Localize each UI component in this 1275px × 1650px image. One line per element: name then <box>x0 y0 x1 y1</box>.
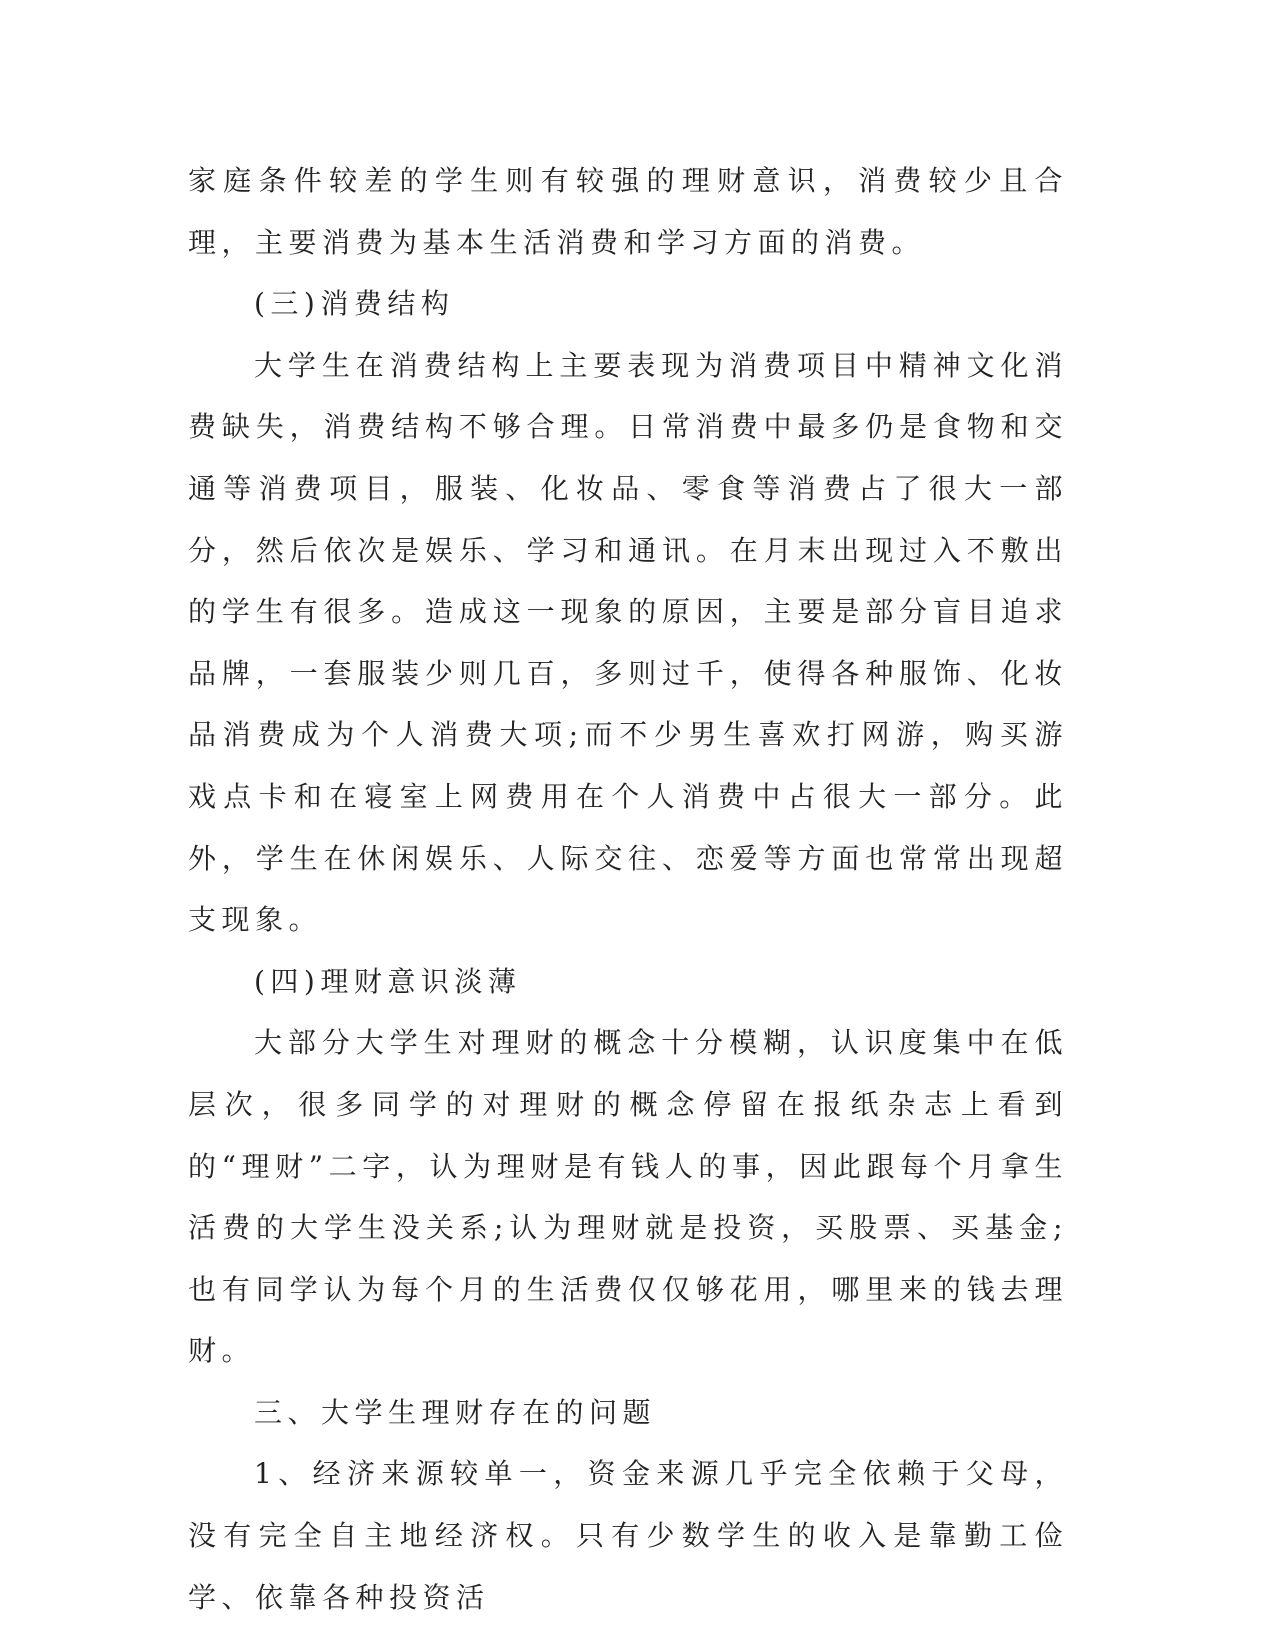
body-paragraph: 家庭条件较差的学生则有较强的理财意识，消费较少且合理，主要消费为基本生活消费和学习方面的消费。 <box>188 164 1068 259</box>
body-paragraph: 大学生在消费结构上主要表现为消费项目中精神文化消费缺失，消费结构不够合理。日常消费中最多仍是食物和交通等消费项目，服装、化妆品、零食等消费占了很大一部分，然后依次是娱乐、学习和通讯。在月末出现过入不敷出的学生有很多。造成这一现象的原因，主要是部分盲目追求品牌，一套服装少则几百，多则过千，使得各种服饰、化妆品消费成为个人消费大项;而不少男生喜欢打网游，购买游戏点卡和在寝室上网费用在个人消费中占很大一部分。此外，学生在休闲娱乐、人际交往、恋爱等方面也常常出现超支现象。 <box>188 348 1068 937</box>
section-heading: 三、大学生理财存在的问题 <box>254 1395 657 1429</box>
document-body <box>188 150 1068 1628</box>
section-heading: (四)理财意识淡薄 <box>254 964 522 998</box>
body-paragraph: 大部分大学生对理财的概念十分模糊，认识度集中在低层次，很多同学的对理财的概念停留在报纸杂志上看到的“理财”二字，认为理财是有钱人的事，因此跟每个月拿生活费的大学生没关系;认为理财就是投资，买股票、买基金;也有同学认为每个月的生活费仅仅够花用，哪里来的钱去理财。 <box>188 1026 1068 1368</box>
section-heading: (三)消费结构 <box>254 287 455 321</box>
body-paragraph: 1、经济来源较单一，资金来源几乎完全依赖于父母，没有完全自主地经济权。只有少数学生的收入是靠勤工俭学、依靠各种投资活 <box>188 1457 1068 1614</box>
